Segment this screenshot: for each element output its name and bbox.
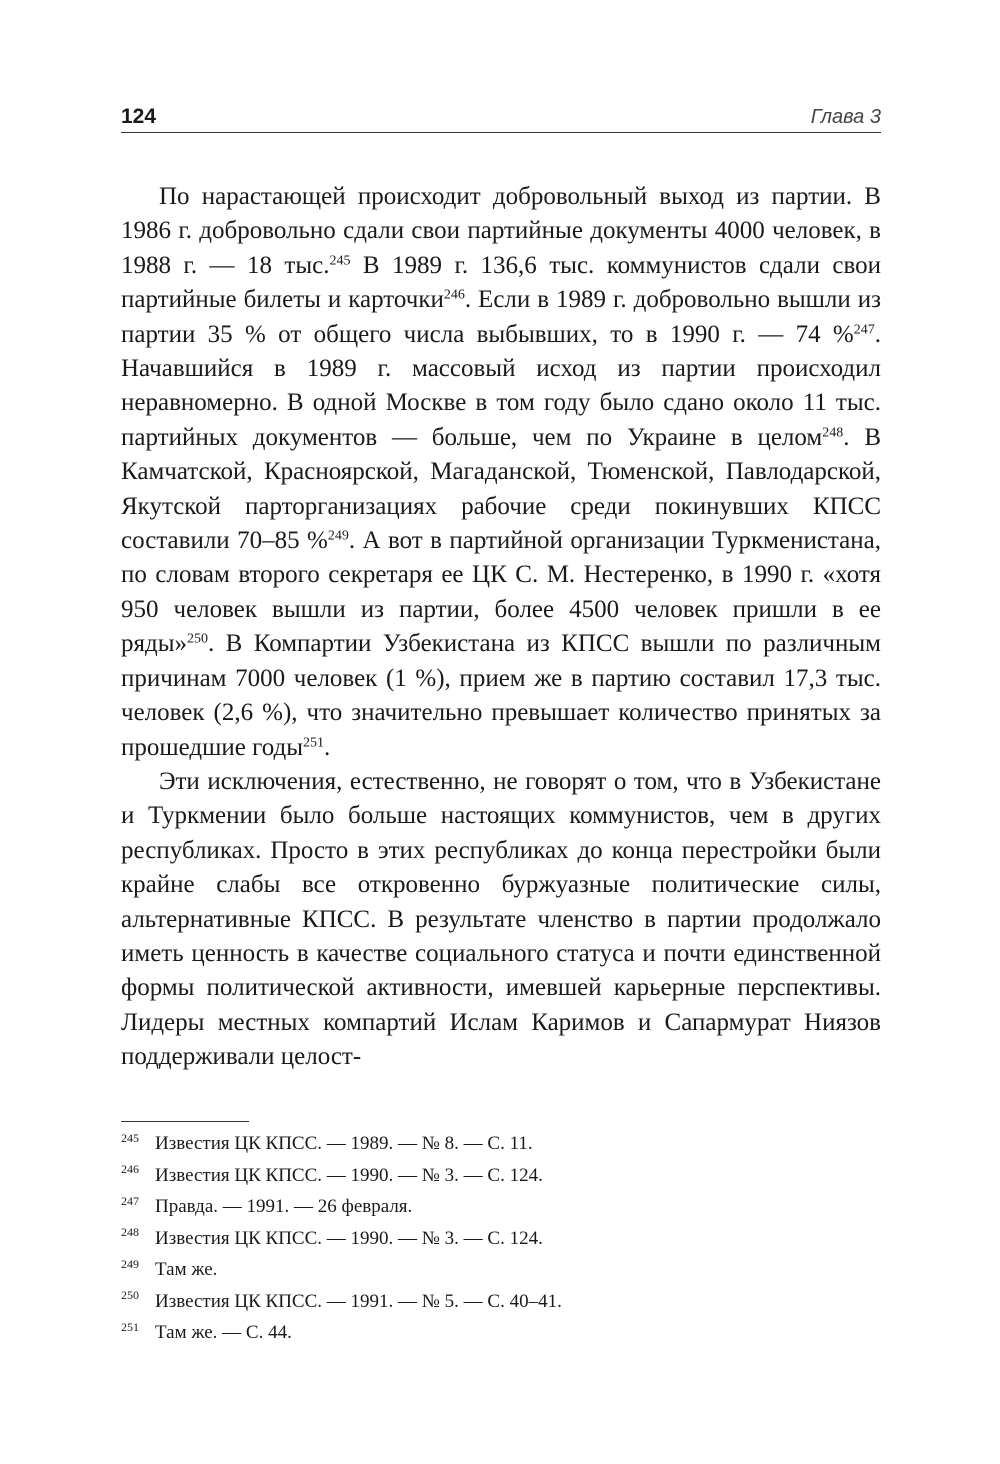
- footnote-reference: 246: [443, 287, 465, 303]
- footnote-247: 247 Правда. — 1991. — 26 февраля.: [121, 1193, 413, 1217]
- text-segment: В 1989 г. 136,6 тыс. коммунистов сдали свои партийные билеты и карточки: [121, 251, 881, 314]
- footnote-reference: 247: [853, 322, 875, 338]
- text-segment: По нарастающей происходит добровольный выход из партии. В 1986 г. добровольно сдали свои партийные документы 4000 человек, в 1988 г. — 18 тыс.: [121, 183, 881, 279]
- paragraph-1: [121, 180, 881, 765]
- page-number: 124: [121, 105, 157, 128]
- text-segment: . А вот в партийной организации Туркменистана, по словам второго секретаря ее ЦК С. М. Нестеренко, в 1990 г. «хотя 950 человек вышли из партии, более 4500 человек пришли в ее ряды»: [121, 527, 881, 658]
- page-header: [121, 103, 881, 135]
- text-segment: . В Компартии Узбекистана из КПСС вышли по различным причинам 7000 человек (1 %), прием же в партию составил 17,3 тыс. человек (2,6 %), что значительно превышает количество принятых за прошедшие годы: [121, 630, 881, 761]
- footnote-reference: 248: [822, 425, 844, 441]
- text-segment: . В Камчатской, Красноярской, Магаданской, Тюменской, Павлодарской, Якутской парторганизациях рабочие среди покинувших КПСС составили 70–85 %: [121, 423, 881, 555]
- footnote-text: Там же. — С. 44.: [155, 1322, 292, 1343]
- text-segment: . Если в 1989 г. добровольно вышли из партии 35 % от общего числа выбывших, то в 1990 г. — 74 %: [121, 286, 882, 348]
- footnote-text: Известия ЦК КПСС. — 1990. — № 3. — С. 124.: [155, 1164, 543, 1186]
- footnote-250: 250 Известия ЦК КПСС. — 1991. — № 5. — С. 40–41.: [121, 1288, 562, 1312]
- footnote-text: Известия ЦК КПСС. — 1990. — № 3. — С. 124.: [155, 1227, 543, 1249]
- header-rule: [121, 132, 881, 133]
- footnotes: [121, 1128, 881, 1349]
- footnote-text: Известия ЦК КПСС. — 1989. — № 8. — С. 11.: [155, 1133, 533, 1154]
- footnote-245: 245 Известия ЦК КПСС. — 1989. — № 8. — С. 11.: [121, 1130, 533, 1154]
- text-segment: Эти исключения, естественно, не говорят о том, что в Узбекистане и Туркмении было больше настоящих коммунистов, чем в других республиках. Просто в этих республиках до конца перестройки были крайне слабы все откровенно буржуазные политические силы, альтернативные КПСС. В результате членство в партии продолжало иметь ценность в качестве социального статуса и почти единственной формы политической активности, имевшей карьерные перспективы. Лидеры местных компартий Ислам Каримов и Сапармурат Ниязов поддерживали целост-: [121, 767, 881, 1071]
- footnote-249: 249 Там же.: [121, 1256, 218, 1280]
- footnote-text: Там же.: [155, 1259, 218, 1280]
- footnote-text: Правда. — 1991. — 26 февраля.: [155, 1196, 413, 1217]
- text-segment: .: [324, 733, 331, 761]
- footnote-reference: 250: [187, 631, 209, 647]
- text-segment: . Начавшийся в 1989 г. массовый исход из партии происходил неравномерно. В одной Москве в том году было сдано около 11 тыс. партийных документов — больше, чем по Украине в целом: [121, 320, 881, 451]
- footnote-text: Известия ЦК КПСС. — 1991. — № 5. — С. 40–41.: [155, 1290, 562, 1312]
- footnote-reference: 249: [327, 528, 349, 544]
- footnote-reference: 251: [303, 735, 325, 751]
- footnote-separator: [121, 1121, 249, 1122]
- footnote-251: 251 Там же. — С. 44.: [121, 1319, 292, 1343]
- footnote-reference: 245: [329, 253, 351, 269]
- footnote-248: 248 Известия ЦК КПСС. — 1990. — № 3. — С. 124.: [121, 1225, 543, 1249]
- running-head: Глава 3: [810, 106, 881, 128]
- body-text: [121, 180, 881, 1075]
- footnote-246: 246 Известия ЦК КПСС. — 1990. — № 3. — С. 124.: [121, 1162, 543, 1186]
- paragraph-2: [121, 765, 881, 1075]
